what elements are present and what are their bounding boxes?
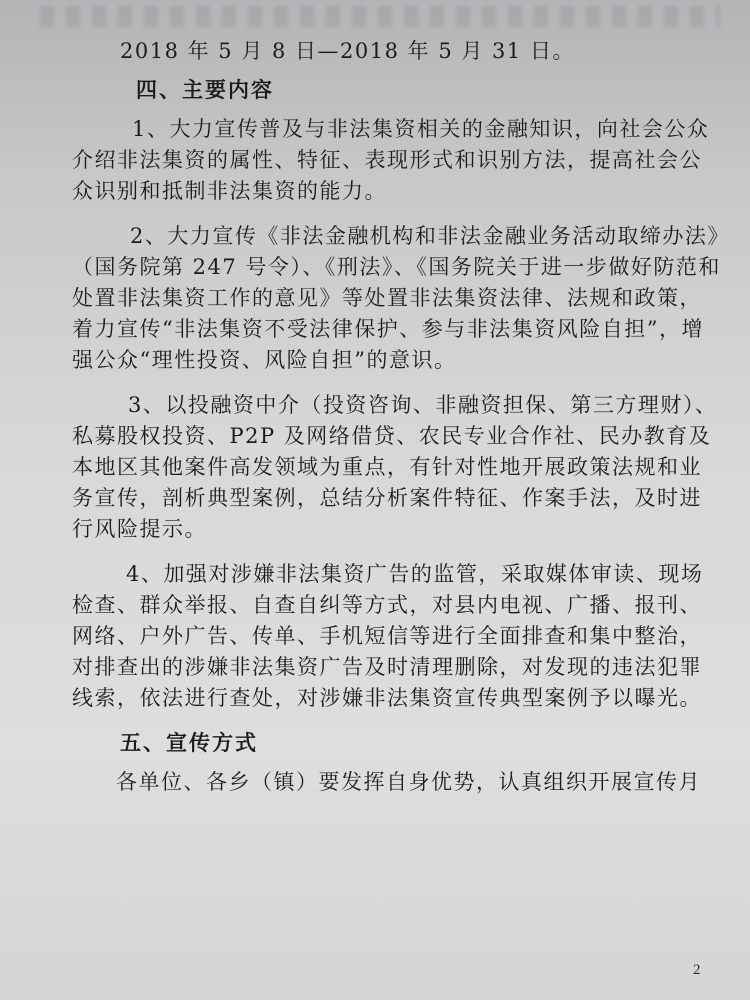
paragraph-line: 2、大力宣传《非法金融机构和非法金融业务活动取缔办法》: [130, 224, 730, 248]
paragraph-line: 各单位、各乡（镇）要发挥自身优势，认真组织开展宣传月: [116, 770, 701, 794]
paragraph-line: 私募股权投资、P2P 及网络借贷、农民专业合作社、民办教育及: [72, 424, 712, 448]
paragraph-line: 务宣传，剖析典型案例，总结分析案件特征、作案手法，及时进: [72, 486, 702, 510]
date-range-line: 2018 年 5 月 8 日—2018 年 5 月 31 日。: [120, 39, 575, 63]
paragraph-line: 检查、群众举报、自查自纠等方式，对县内电视、广播、报刊、: [72, 593, 702, 617]
paragraph-line: 强公众“理性投资、风险自担”的意识。: [72, 348, 457, 372]
page-number: 2: [693, 962, 701, 978]
section-heading-publicity-methods: 五、宣传方式: [120, 731, 258, 755]
paragraph-line: 对排查出的涉嫌非法集资广告及时清理删除，对发现的违法犯罪: [72, 655, 702, 679]
paragraph-line: 3、以投融资中介（投资咨询、非融资担保、第三方理财）、: [128, 393, 718, 417]
paragraph-line: 介绍非法集资的属性、特征、表现形式和识别方法，提高社会公: [72, 148, 702, 172]
paragraph-line: 着力宣传“非法集资不受法律保护、参与非法集资风险自担”，增: [72, 317, 704, 341]
paragraph-line: 线索，依法进行查处，对涉嫌非法集资宣传典型案例予以曝光。: [72, 686, 702, 710]
document-body: [72, 36, 730, 798]
paragraph-line: 网络、户外广告、传单、手机短信等进行全面排查和集中整治，: [72, 624, 702, 648]
paragraph-line: 行风险提示。: [72, 517, 207, 541]
paragraph-line: 1、大力宣传普及与非法集资相关的金融知识，向社会公众: [132, 117, 710, 141]
section-heading-main-content: 四、主要内容: [136, 78, 274, 102]
paragraph-line: 本地区其他案件高发领域为重点，有针对性地开展政策法规和业: [72, 455, 702, 479]
paragraph-line: 处置非法集资工作的意见》等处置非法集资法律、法规和政策，: [72, 286, 702, 310]
paragraph-line: （国务院第 247 号令）、《刑法》、《国务院关于进一步做好防范和: [72, 255, 721, 279]
paragraph-line: 众识别和抵制非法集资的能力。: [72, 179, 387, 203]
bleed-through-text: [40, 6, 720, 28]
paragraph-line: 4、加强对涉嫌非法集资广告的监管，采取媒体审读、现场: [126, 562, 704, 586]
